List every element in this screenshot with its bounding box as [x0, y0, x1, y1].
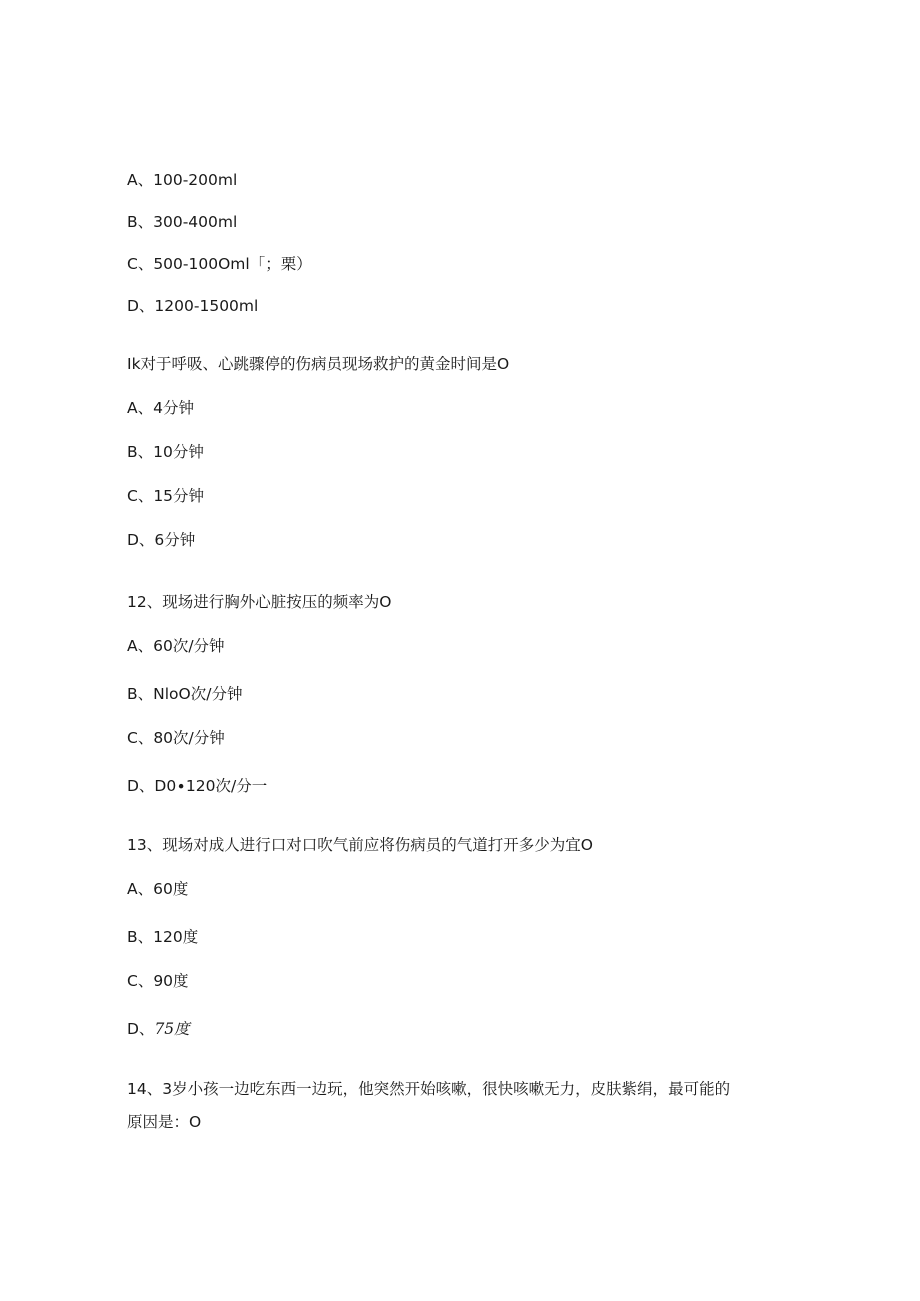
q12-stem: 12、现场进行胸外心脏按压的频率为O [127, 593, 392, 611]
q12-option-d: D、D0∙120次/分一 [127, 777, 268, 795]
q14-stem-line1: 14、3岁小孩一边吃东西一边玩，他突然开始咳嗽，很快咳嗽无力，皮肤紫绢，最可能的 [127, 1080, 731, 1098]
q13-option-d-value: 75度 [154, 1020, 190, 1038]
q11-option-a: A、4分钟 [127, 399, 194, 417]
q10-option-b: B、300-400ml [127, 213, 238, 231]
q11-option-c: C、15分钟 [127, 487, 205, 505]
q11-option-d: D、6分钟 [127, 531, 196, 549]
q14-stem-line2: 原因是：O [127, 1113, 202, 1131]
q10-option-c: C、500-100Oml「；栗） [127, 255, 312, 273]
q10-option-a: A、100-200ml [127, 171, 238, 189]
q11-stem: Ik对于呼吸、心跳骤停的伤病员现场救护的黄金时间是O [127, 355, 510, 373]
q11-option-b: B、10分钟 [127, 443, 204, 461]
q13-option-c: C、90度 [127, 972, 189, 990]
q13-option-a: A、60度 [127, 880, 189, 898]
q13-option-b: B、120度 [127, 928, 199, 946]
q13-stem: 13、现场对成人进行口对口吹气前应将伤病员的气道打开多少为宜O [127, 836, 593, 854]
q13-option-d-prefix: D、 [127, 1020, 155, 1038]
q13-option-d [127, 1018, 190, 1040]
q12-option-a: A、60次/分钟 [127, 637, 225, 655]
q12-option-b: B、NloO次/分钟 [127, 685, 243, 703]
q10-option-d: D、1200-1500ml [127, 297, 259, 315]
q12-option-c: C、80次/分钟 [127, 729, 225, 747]
